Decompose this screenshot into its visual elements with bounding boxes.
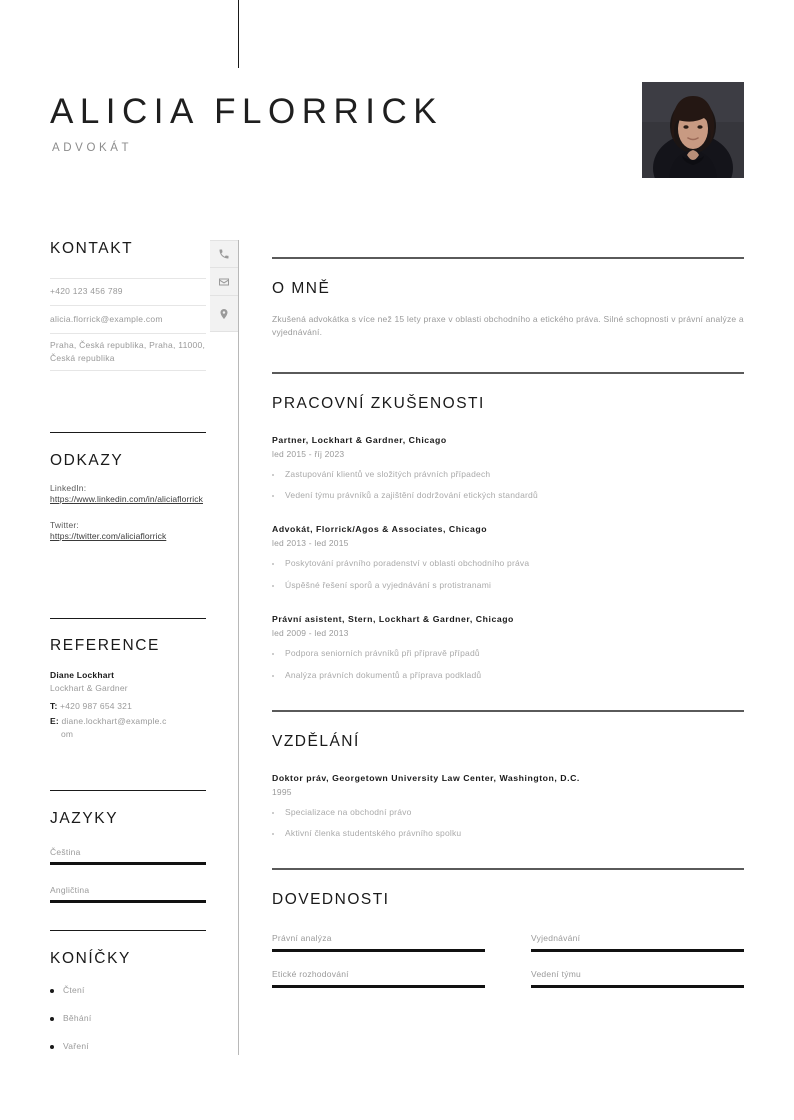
experience-date: led 2013 - led 2015: [272, 538, 349, 549]
section-skills: [272, 868, 744, 988]
skill-level-fill: [531, 949, 744, 952]
education-heading: VZDĚLÁNÍ: [272, 732, 360, 750]
hobby-label: Čtení: [63, 985, 85, 995]
hobbies-divider: [50, 930, 206, 931]
bullet-text: Poskytování právního poradenství v oblasti obchodního práva: [285, 558, 530, 569]
list-item: [50, 1013, 206, 1023]
section-experience: [272, 372, 744, 682]
reference-email-row: [50, 715, 206, 740]
contact-row[interactable]: [50, 306, 206, 334]
languages-divider: [50, 790, 206, 791]
twitter-label: Twitter:: [50, 519, 79, 530]
about-text: Zkušená advokátka s více než 15 lety praxe v oblasti obchodního a etického práva. Silné schopnosti v právní analýze a vyjednávání.: [272, 313, 744, 338]
education-entry: [272, 773, 744, 841]
language-level-bar: [50, 900, 206, 903]
experience-heading: PRACOVNÍ ZKUŠENOSTI: [272, 394, 485, 412]
reference-email-label: E:: [50, 716, 59, 727]
language-item: [50, 847, 206, 865]
column-divider: [238, 240, 239, 1055]
language-item: [50, 885, 206, 903]
skill-level-fill: [272, 985, 485, 988]
education-date: 1995: [272, 786, 292, 797]
portrait-photo-icon: [642, 82, 744, 178]
contact-phone-text: +420 123 456 789: [50, 286, 123, 297]
bullet-icon: [272, 812, 274, 814]
skill-item: [531, 969, 744, 988]
envelope-icon: [210, 268, 238, 296]
skill-name: Vyjednávání: [531, 932, 581, 943]
links-heading: ODKAZY: [50, 452, 124, 469]
bullet-text: Úspěšné řešení sporů a vyjednávání s protistranami: [285, 580, 492, 591]
bullet-item: [272, 807, 744, 819]
contact-row[interactable]: [50, 278, 206, 306]
hobby-label: Běhání: [63, 1013, 92, 1023]
skill-item: [531, 933, 744, 952]
skill-name: Právní analýza: [272, 932, 332, 943]
header-accent-rule: [238, 0, 239, 68]
reference-email-value: diane.lockhart@example.c: [61, 716, 167, 727]
skill-level-fill: [272, 949, 485, 952]
location-pin-icon: [210, 296, 238, 332]
skill-level-bar: [531, 949, 744, 952]
language-level-bar: [50, 862, 206, 865]
twitter-url[interactable]: https://twitter.com/aliciaflorrick: [50, 530, 167, 541]
bullet-icon: [272, 675, 274, 677]
skill-level-bar: [272, 985, 485, 988]
language-level-fill: [50, 862, 206, 865]
experience-title: Advokát, Florrick/Agos & Associates, Chicago: [272, 524, 488, 535]
bullet-icon: [50, 1045, 54, 1049]
experience-date: led 2015 - říj 2023: [272, 448, 345, 459]
bullet-icon: [272, 833, 274, 835]
linkedin-url[interactable]: https://www.linkedin.com/in/aliciaflorrick: [50, 494, 203, 504]
hobbies-heading: KONÍČKY: [50, 950, 131, 967]
skills-grid: [272, 933, 744, 988]
bullet-text: Specializace na obchodní právo: [285, 806, 412, 817]
bullet-item: [272, 469, 744, 481]
bullet-icon: [50, 1017, 54, 1021]
skill-item: [272, 933, 485, 952]
reference-org: Lockhart & Gardner: [50, 683, 128, 693]
candidate-job-title: ADVOKÁT: [52, 142, 133, 154]
skills-divider: [272, 868, 744, 870]
reference-divider: [50, 618, 206, 619]
list-item: [50, 1041, 206, 1051]
reference-phone-label: T:: [50, 701, 58, 711]
sidebar-section-contact: [50, 240, 206, 258]
bullet-item: [272, 580, 744, 592]
section-education: [272, 710, 744, 840]
bullet-item: [272, 490, 744, 502]
skill-level-bar: [272, 949, 485, 952]
reference-name: Diane Lockhart: [50, 670, 115, 680]
bullet-item: [272, 670, 744, 682]
contact-email-text: alicia.florrick@example.com: [50, 313, 163, 324]
reference-email-wrap: om: [61, 728, 74, 739]
contact-icon-strip: [210, 240, 238, 332]
linkedin-label: LinkedIn:: [50, 483, 87, 493]
sidebar-section-reference: [50, 618, 206, 740]
contact-list: [50, 278, 206, 371]
contact-row[interactable]: [50, 334, 206, 371]
bullet-text: Aktivní členka studentského právního spolku: [285, 828, 462, 839]
sidebar-section-links: [50, 432, 206, 543]
skills-heading: DOVEDNOSTI: [272, 890, 390, 908]
sidebar-section-hobbies: [50, 930, 206, 1051]
skill-level-bar: [531, 985, 744, 988]
experience-title: Právní asistent, Stern, Lockhart & Gardner, Chicago: [272, 614, 514, 625]
links-divider: [50, 432, 206, 433]
bullet-icon: [272, 495, 274, 497]
experience-entry: [272, 435, 744, 503]
experience-title: Partner, Lockhart & Gardner, Chicago: [272, 434, 447, 445]
experience-divider: [272, 372, 744, 374]
about-divider: [272, 257, 744, 259]
avatar: [642, 82, 744, 178]
contact-address-text: Praha, Česká republika, Praha, 11000, Česká republika: [50, 340, 206, 364]
bullet-text: Podpora seniorních právníků při přípravě případů: [285, 648, 480, 659]
sidebar-section-languages: [50, 790, 206, 903]
phone-icon: [210, 240, 238, 268]
skill-item: [272, 969, 485, 988]
bullet-icon: [272, 563, 274, 565]
bullet-text: Zastupování klientů ve složitých právních případech: [285, 468, 491, 479]
bullet-item: [272, 648, 744, 660]
education-divider: [272, 710, 744, 712]
reference-heading: REFERENCE: [50, 637, 160, 654]
about-heading: O MNĚ: [272, 279, 331, 297]
language-name: Angličtina: [50, 885, 90, 895]
experience-date: led 2009 - led 2013: [272, 628, 349, 639]
bullet-icon: [272, 653, 274, 655]
contact-heading: KONTAKT: [50, 240, 134, 257]
experience-entry: [272, 524, 744, 592]
languages-heading: JAZYKY: [50, 810, 119, 827]
language-level-fill: [50, 900, 206, 903]
experience-entry: [272, 614, 744, 682]
skill-name: Etické rozhodování: [272, 968, 349, 979]
skill-name: Vedení týmu: [531, 968, 582, 979]
bullet-text: Analýza právních dokumentů a příprava podkladů: [285, 669, 482, 680]
bullet-icon: [272, 474, 274, 476]
candidate-name: ALICIA FLORRICK: [50, 92, 444, 131]
hobby-label: Vaření: [63, 1041, 89, 1051]
bullet-icon: [50, 989, 54, 993]
bullet-item: [272, 558, 744, 570]
section-about: [272, 257, 744, 340]
reference-phone-row: [50, 700, 206, 712]
skill-level-fill: [531, 985, 744, 988]
bullet-icon: [272, 585, 274, 587]
reference-phone-value: +420 987 654 321: [60, 701, 133, 711]
bullet-text: Vedení týmu právníků a zajištění dodržování etických standardů: [285, 490, 538, 501]
language-name: Čeština: [50, 847, 81, 857]
list-item: [50, 985, 206, 995]
education-title: Doktor práv, Georgetown University Law Center, Washington, D.C.: [272, 772, 580, 783]
resume-header: [0, 78, 794, 190]
bullet-item: [272, 828, 744, 840]
